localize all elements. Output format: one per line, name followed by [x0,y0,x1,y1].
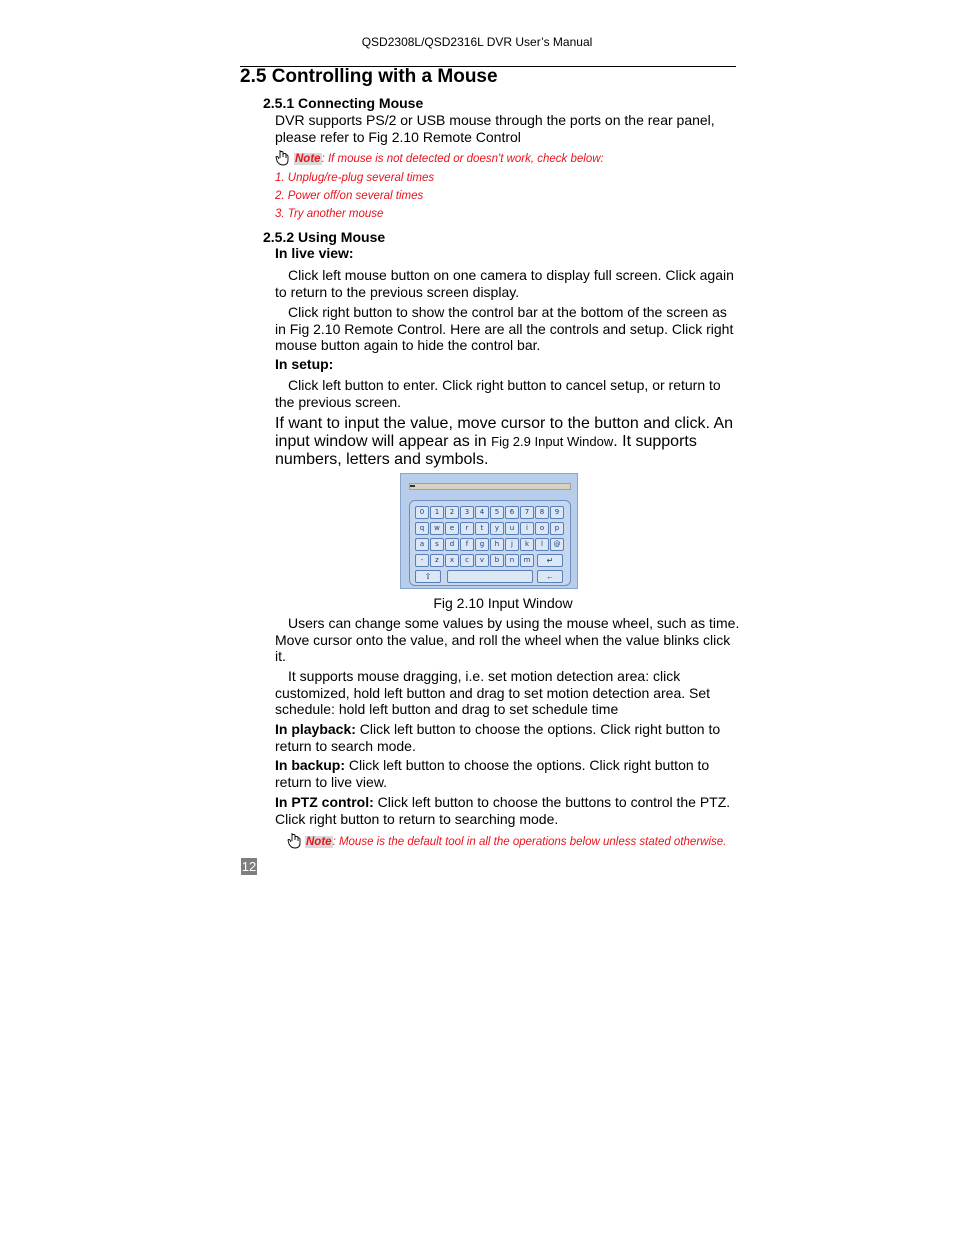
keyboard-key: u [505,522,519,535]
keyboard-key: 7 [520,506,534,519]
heading-setup: In setup: [275,356,334,372]
text-cursor [410,485,415,487]
paragraph-setup: Click left button to enter. Click right button to cancel setup, or return to the previous screen. [275,377,721,410]
page-number: 12 [241,859,257,874]
keyboard-key: g [475,538,489,551]
paragraph-live-1: Click left mouse button on one camera to display full screen. Click again to return to the previous screen display. [275,267,734,300]
backup-text: Click left button to choose the options. Click right button to return to live view. [275,757,710,790]
keyboard-key: - [415,554,429,567]
keyboard-key: n [505,554,519,567]
keyboard-key: y [490,522,504,535]
pointer-hand-icon [275,149,289,166]
keyboard-key: b [490,554,504,567]
heading-live-view: In live view: [275,245,354,261]
keyboard-key: s [430,538,444,551]
input-value-bar [409,483,571,490]
note-default-tool [305,836,726,848]
keyboard-key: w [430,522,444,535]
input-window-figure [400,473,578,589]
keyboard-key: 8 [535,506,549,519]
keyboard-key: r [460,522,474,535]
keyboard-key: c [460,554,474,567]
note-connecting [294,153,604,165]
keyboard-key: 6 [505,506,519,519]
keyboard-key: k [520,538,534,551]
keyboard-key: 2 [445,506,459,519]
paragraph-input [275,415,745,469]
paragraph-drag: It supports mouse dragging, i.e. set motion detection area: click customized, hold left button and drag to set motion detection area. Set schedule: hold left button and drag to set schedule time [275,668,711,717]
list-item: 2. Power off/on several times [275,190,424,202]
note-text: : Mouse is the default tool in all the operations below unless stated otherwise. [332,836,727,848]
ptz-text: Click left button to choose the buttons to control the PTZ. Click right button to return to searching mode. [275,794,731,827]
keyboard-key: 5 [490,506,504,519]
running-header: QSD2308L/QSD2316L DVR User’s Manual [361,35,593,49]
keyboard-key: 4 [475,506,489,519]
figure-caption: Fig 2.10 Input Window [433,595,573,611]
keyboard-key: 1 [430,506,444,519]
keyboard-key: o [535,522,549,535]
playback-text: Click left button to choose the options. Click right button to return to search mode. [275,721,721,754]
input-figure-ref: Fig 2.9 Input Window [491,434,614,449]
keyboard-key: @ [550,538,564,551]
keyboard-key: e [445,522,459,535]
keyboard-key: v [475,554,489,567]
heading-ptz: In PTZ control: [275,794,374,810]
heading-backup: In backup: [275,757,346,773]
keyboard-key: m [520,554,534,567]
keyboard-panel [409,500,571,586]
paragraph-backup [275,757,741,790]
space-key [447,570,533,583]
paragraph-ptz [275,794,741,827]
subsection-title-connecting: 2.5.1 Connecting Mouse [263,95,424,111]
section-title: 2.5 Controlling with a Mouse [240,66,498,87]
keyboard-key: l [535,538,549,551]
keyboard-key: a [415,538,429,551]
input-text-a: If want to input the value, move cursor to the button and click. An input window will appear as in [275,415,734,450]
subsection-title-using: 2.5.2 Using Mouse [263,229,386,245]
keyboard-key: 9 [550,506,564,519]
paragraph-connecting: DVR supports PS/2 or USB mouse through the ports on the rear panel, please refer to Fig 2.10 Remote Control [275,112,715,145]
paragraph-playback [275,721,741,754]
keyboard-key: 0 [415,506,429,519]
paragraph-wheel: Users can change some values by using the mouse wheel, such as time. Move cursor onto the value, and roll the wheel when the value blinks click it. [275,615,740,664]
keyboard-key: i [520,522,534,535]
keyboard-key: 3 [460,506,474,519]
keyboard-key: x [445,554,459,567]
keyboard-key: p [550,522,564,535]
keyboard-key: h [490,538,504,551]
note-label: Note [295,153,321,165]
keyboard-key: f [460,538,474,551]
list-item: 1. Unplug/re-plug several times [275,172,435,184]
keyboard-key: j [505,538,519,551]
paragraph-live-2: Click right button to show the control bar at the bottom of the screen as in Fig 2.10 Remote Control. Here are all the controls and setup. Click right mouse button again to hide the control bar. [275,304,734,353]
shift-key: ⇧ [415,570,441,583]
list-item: 3. Try another mouse [275,208,384,220]
input-text-b: . It supports numbers, letters and symbols. [275,433,697,468]
note-label: Note [306,836,332,848]
keyboard-key: q [415,522,429,535]
heading-playback: In playback: [275,721,356,737]
enter-key: ↵ [537,554,563,567]
pointer-hand-icon [287,832,301,849]
keyboard-key: t [475,522,489,535]
backspace-key: ← [537,570,563,583]
keyboard-key: z [430,554,444,567]
note-text: : If mouse is not detected or doesn't work, check below: [321,153,604,165]
keyboard-key: d [445,538,459,551]
